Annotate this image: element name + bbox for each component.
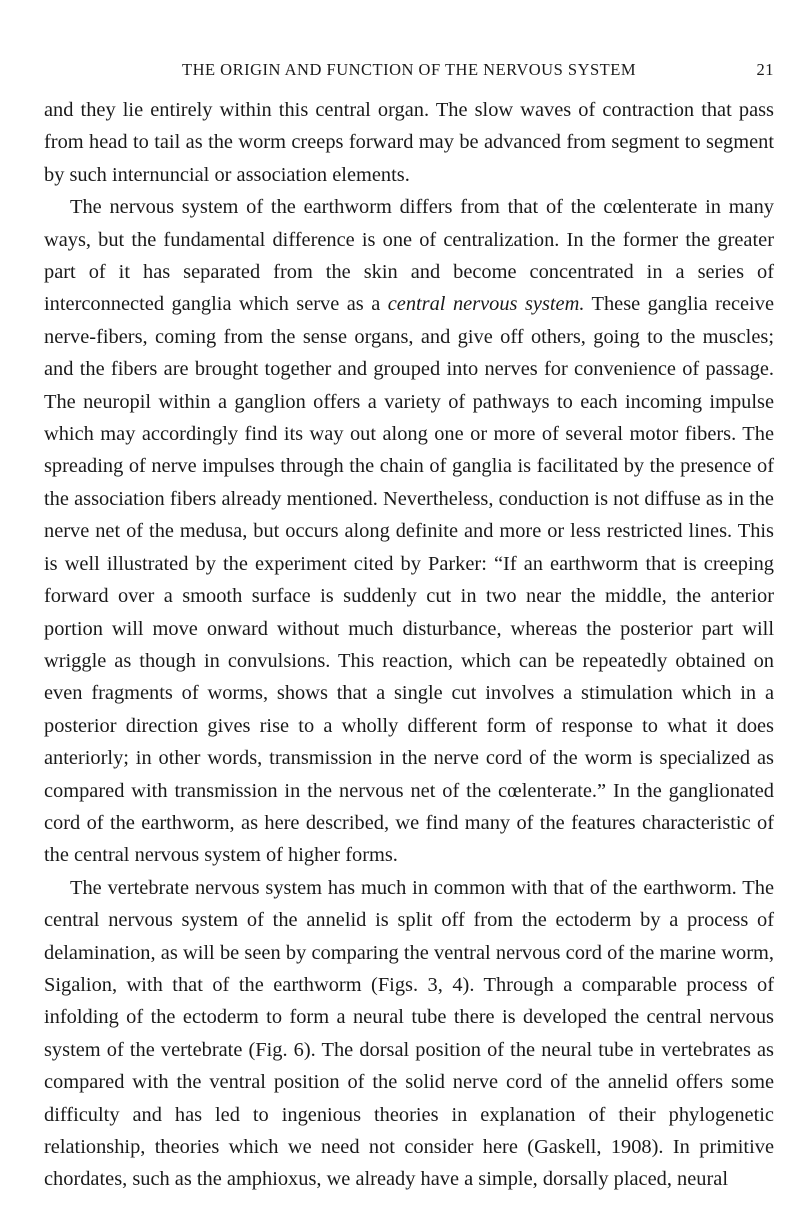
emphasized-term: central nervous system. (387, 293, 585, 316)
running-head (44, 60, 774, 84)
paragraph-vertebrate-nervous-system: The vertebrate nervous system has much in common with that of the earthworm. The central nervous system of the annelid is split off from the ectoderm by a process of delamination, as will be seen by comparing the ventral nervous cord of the marine worm, Sigalion, with that of the earthworm (Figs. 3, 4). Through a comparable process of infolding of the ectoderm to form a neural tube there is developed the central nervous system of the vertebrate (Fig. 6). The dorsal position of the neural tube in vertebrates as compared with the ventral position of the solid nerve cord of the annelid offers some difficulty and has led to ingenious theories in explanation of their phylogenetic relationship, theories which we need not consider here (Gaskell, 1908). In primitive chordates, such as the amphioxus, we already have a simple, dorsally placed, neural (44, 876, 774, 1191)
paragraph-continued: and they lie entirely within this central organ. The slow waves of contraction that pass from head to tail as the worm creeps forward may be advanced from segment to segment by such internuncial or association elements. (44, 99, 774, 186)
paragraph-text-before-emphasis: The nervous system of the earthworm differs from that of the cœlenterate in many ways, but the fundamental difference is one of centralization. In the former the greater part of it has separated from the skin and become concentrated in a series of interconnected ganglia which serve as a (44, 196, 774, 316)
page-number: 21 (756, 60, 774, 79)
running-title: THE ORIGIN AND FUNCTION OF THE NERVOUS SYSTEM (181, 60, 636, 79)
paragraph-earthworm-nervous-system (44, 191, 774, 872)
body-text (44, 94, 774, 1196)
book-page (44, 0, 774, 1212)
paragraph-text-after-emphasis: These ganglia receive nerve-fibers, coming from the sense organs, and give off others, going to the muscles; and the fibers are brought together and grouped into nerves for convenience of passage. The neuropil within a ganglion offers a variety of pathways to each incoming impulse which may accordingly find its way out along one or more of several motor fibers. The spreading of nerve impulses through the chain of ganglia is facilitated by the presence of the association fibers already mentioned. Nevertheless, conduction is not diffuse as in the nerve net of the medusa, but occurs along definite and more or less restricted lines. This is well illustrated by the experiment cited by Parker: “If an earthworm that is creeping forward over a smooth surface is suddenly cut in two near the middle, the anterior portion will move onward without much disturbance, whereas the posterior part will wriggle as though in convulsions. This reaction, which can be repeatedly obtained on even fragments of worms, shows that a single cut involves a stimulation which in a posterior direction gives rise to a wholly different form of response to what it does anteriorly; in other words, transmission in the nerve cord of the worm is specialized as compared with transmission in the nervous net of the cœlenterate.” In the ganglionated cord of the earthworm, as here described, we find many of the features characteristic of the central nervous system of higher forms. (44, 293, 775, 867)
